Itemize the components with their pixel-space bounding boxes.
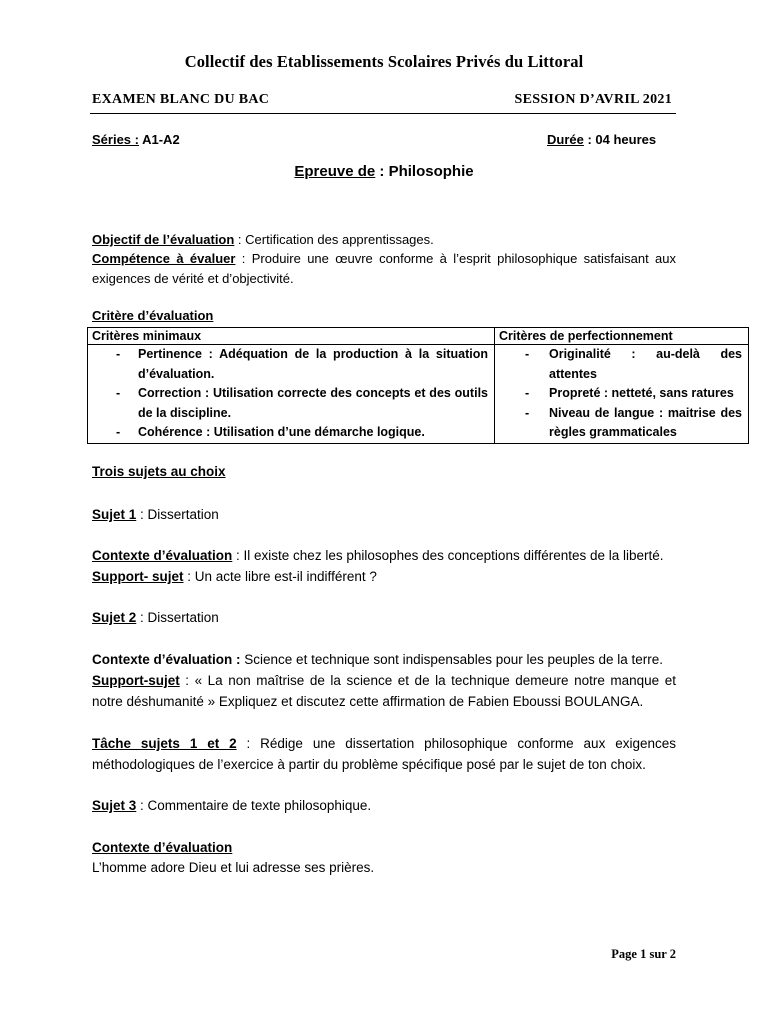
- series-label: Séries :: [92, 132, 139, 147]
- col-minimaux-header: Critères minimaux: [88, 328, 495, 345]
- sujet3-label: Sujet 3: [92, 798, 137, 813]
- criterion-text: Niveau de langue : maitrise des règles grammaticales: [549, 405, 742, 439]
- list-item: [499, 404, 742, 443]
- series-line: [92, 132, 180, 147]
- epreuve-value: : Philosophie: [375, 163, 474, 180]
- sujet3-value: : Commentaire de texte philosophique.: [136, 798, 372, 813]
- tache-value: : Rédige une dissertation philosophique conforme aux exigences méthodologiques de l’exercice à partir du problème spécifique posé par le sujet de ton choix.: [92, 736, 676, 772]
- criteres-title: Critère d’évaluation: [92, 308, 214, 323]
- criterion-text: Propreté : netteté, sans ratures: [549, 386, 734, 400]
- sujets-title: Trois sujets au choix: [92, 464, 226, 479]
- series-value: A1-A2: [138, 132, 180, 147]
- sujet2-label: Sujet 2: [92, 610, 137, 625]
- objectif-value: : Certification des apprentissages.: [234, 232, 434, 247]
- page-prefix: Page: [611, 947, 641, 961]
- sujet3-contexte-label: Contexte d’évaluation: [92, 840, 233, 855]
- sujet1-contexte-line: [92, 546, 664, 566]
- list-item: [499, 345, 742, 384]
- page-total: 2: [669, 947, 676, 961]
- institution-title: Collectif des Etablissements Scolaires Privés du Littoral: [184, 52, 584, 71]
- sujet1-value: : Dissertation: [136, 507, 219, 522]
- page-mid: sur: [646, 947, 670, 961]
- sujet2-line: [92, 608, 219, 628]
- perfectionnement-cell: [495, 345, 749, 444]
- sujet1-label: Sujet 1: [92, 507, 137, 522]
- header-divider: [90, 113, 676, 114]
- perfectionnement-list: [499, 345, 742, 443]
- sujet2-value: : Dissertation: [136, 610, 219, 625]
- list-item: [92, 345, 488, 384]
- list-item: [499, 384, 742, 404]
- epreuve-label: Epreuve de: [294, 163, 376, 180]
- list-item: [92, 423, 488, 443]
- duration-label: Durée: [547, 132, 584, 147]
- bullet-dash: -: [116, 425, 121, 439]
- bullet-dash: -: [116, 386, 121, 400]
- exam-session: SESSION D’AVRIL 2021: [514, 92, 672, 107]
- bullet-dash: -: [525, 386, 530, 400]
- sujet2-contexte-value: Science et technique sont indispensables pour les peuples de la terre.: [240, 652, 664, 667]
- sujet1-support-label: Support- sujet: [92, 569, 184, 584]
- sujet1-line: [92, 505, 219, 525]
- criteria-table-header: [88, 328, 749, 345]
- sujet1-support-value: : Un acte libre est-il indifférent ?: [183, 569, 377, 584]
- bullet-dash: -: [525, 347, 530, 361]
- sujet2-support-value: : « La non maîtrise de la science et de la technique demeure notre manque et notre déshumanité » Expliquez et discutez cette affirmation de Fabien Eboussi BOULANGA.: [92, 673, 676, 709]
- col-perfectionnement-header: Critères de perfectionnement: [495, 328, 749, 345]
- competence-value: : Produire une œuvre conforme à l’esprit philosophique satisfaisant aux exigences de vérité et d’objectivité.: [92, 251, 676, 286]
- competence-label: Compétence à évaluer: [92, 251, 236, 266]
- objectif-line: [92, 230, 676, 250]
- sujet2-support-paragraph: [92, 670, 676, 712]
- epreuve-title: [0, 163, 768, 180]
- sujet1-contexte-value: : Il existe chez les philosophes des conceptions différentes de la liberté.: [232, 548, 664, 563]
- criteria-table: [87, 327, 749, 444]
- page-current: 1: [640, 947, 647, 961]
- duration-line: [547, 132, 656, 147]
- bullet-dash: -: [525, 405, 530, 420]
- sujet3-text-line: L’homme adore Dieu et lui adresse ses prières.: [92, 860, 375, 875]
- sujet1-support-line: [92, 567, 377, 587]
- sujet3-line: [92, 796, 371, 816]
- criterion-text: Correction : Utilisation correcte des concepts et des outils de la discipline.: [138, 386, 488, 420]
- minimaux-cell: [88, 345, 495, 444]
- competence-paragraph: [92, 249, 676, 288]
- criterion-text: Pertinence : Adéquation de la production à la situation d’évaluation.: [138, 347, 488, 381]
- criteria-table-row: [88, 345, 749, 444]
- exam-title: EXAMEN BLANC DU BAC: [92, 92, 270, 107]
- sujet1-contexte-label: Contexte d’évaluation: [92, 548, 233, 563]
- criterion-text: Cohérence : Utilisation d’une démarche logique.: [138, 425, 425, 439]
- sujet2-contexte-line: [92, 650, 663, 670]
- criterion-text: Originalité : au-delà des attentes: [549, 347, 742, 381]
- page-number: [611, 947, 676, 962]
- bullet-dash: -: [116, 347, 121, 361]
- list-item: [92, 384, 488, 423]
- sujet2-contexte-label: Contexte d’évaluation :: [92, 652, 241, 667]
- objectif-label: Objectif de l’évaluation: [92, 232, 235, 247]
- tache-paragraph: [92, 733, 676, 775]
- minimaux-list: [92, 345, 488, 443]
- sujet2-support-label: Support-sujet: [92, 673, 180, 688]
- tache-label: Tâche sujets 1 et 2: [92, 736, 237, 751]
- duration-value: : 04 heures: [583, 132, 657, 147]
